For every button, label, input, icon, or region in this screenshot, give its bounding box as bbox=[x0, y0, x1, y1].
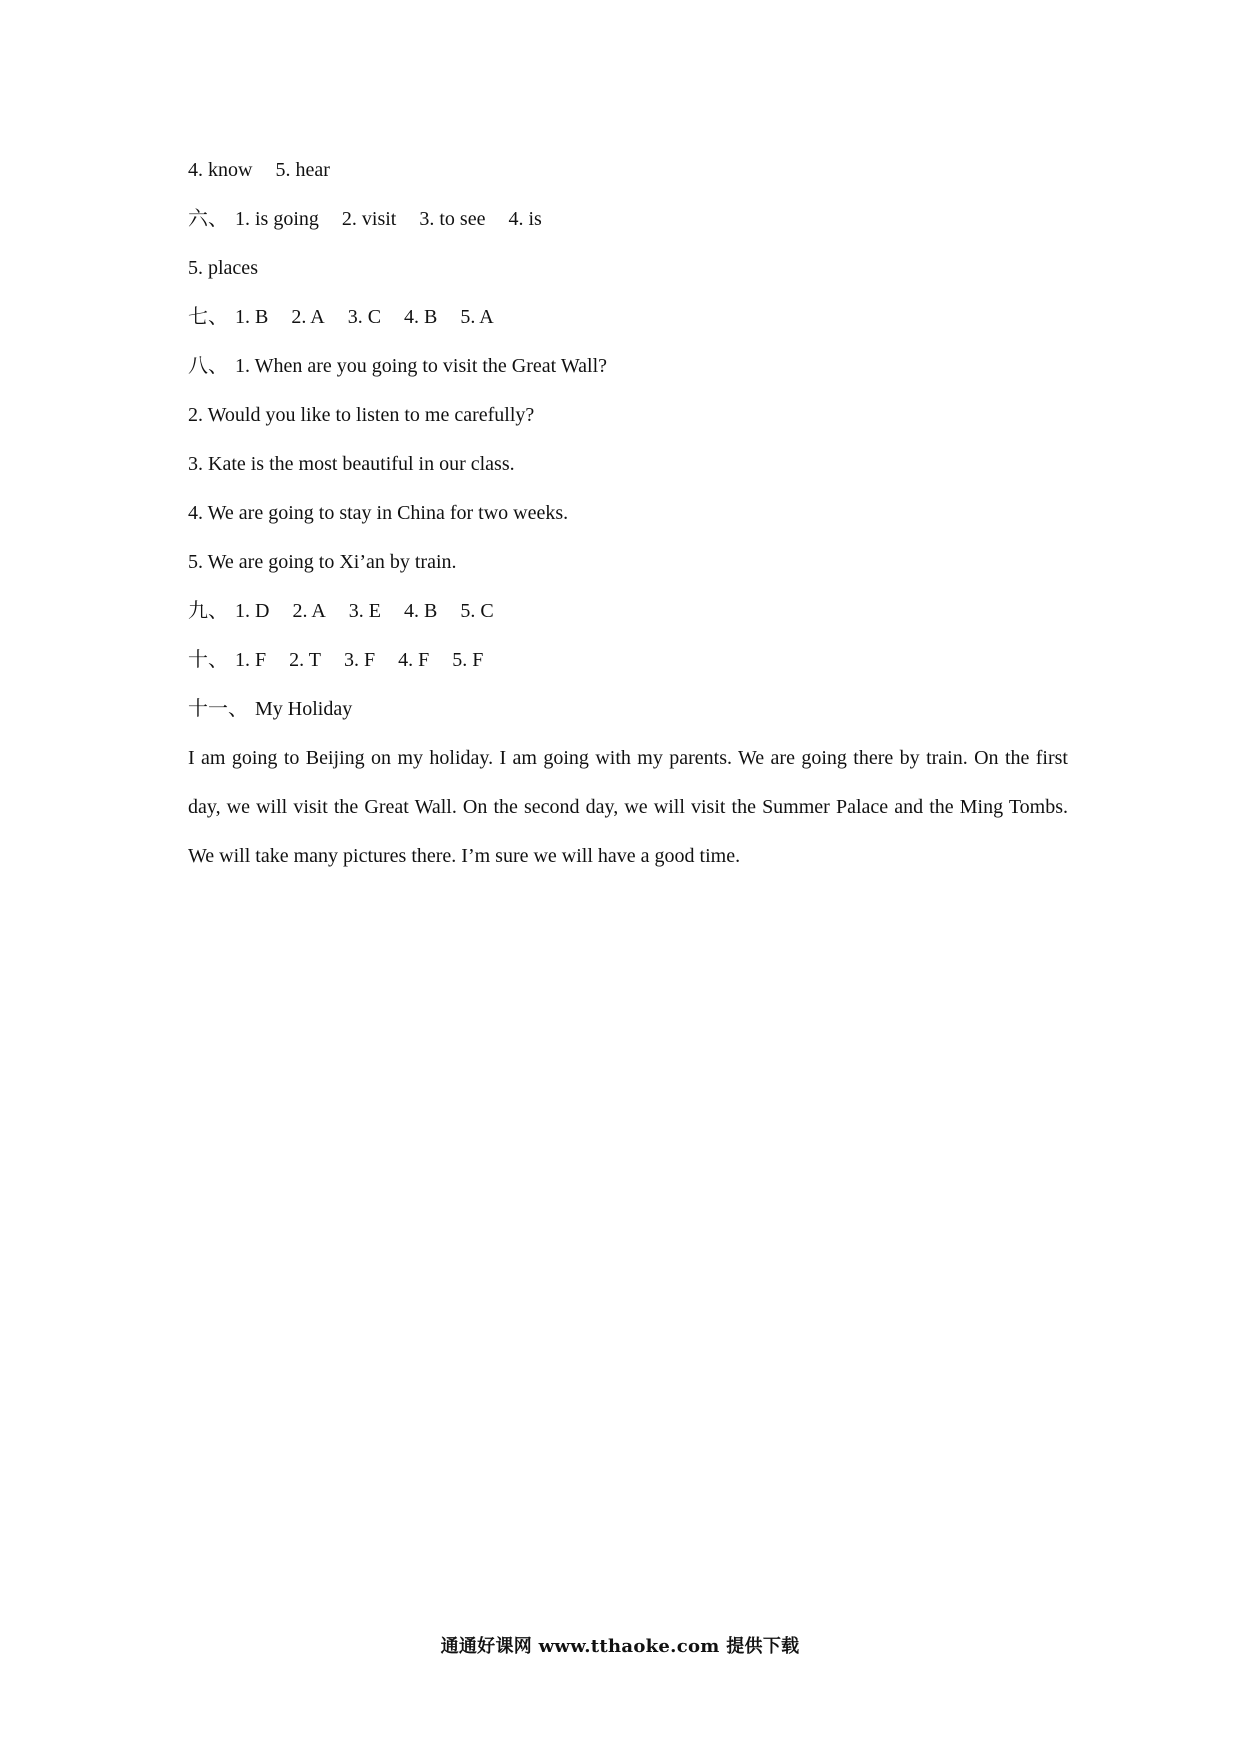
answer-line-1 bbox=[188, 158, 1068, 182]
essay-title: My Holiday bbox=[255, 698, 353, 720]
section-label: 十一、 bbox=[188, 698, 248, 720]
answer-sentence: 1. When are you going to visit the Great Wall? bbox=[235, 355, 608, 377]
answer-item: 3. to see bbox=[419, 208, 486, 230]
answer-item: 5. F bbox=[452, 649, 484, 671]
answer-item: 5. hear bbox=[275, 159, 330, 181]
answer-item: 2. visit bbox=[341, 208, 397, 230]
section-9-line bbox=[188, 599, 1068, 623]
essay-paragraph: I am going to Beijing on my holiday. I am going with my parents. We are going there by train. On the first day, we will visit the Great Wall. On the second day, we will visit the Summer Palace and the Ming Tombs. We will take many pictures there. I’m sure we will have a good time. bbox=[188, 747, 1068, 867]
section-label: 七、 bbox=[188, 306, 228, 328]
section-label: 九、 bbox=[188, 600, 228, 622]
section-label: 八、 bbox=[188, 355, 228, 377]
answer-item: 1. is going bbox=[235, 208, 319, 230]
section-8-line-2 bbox=[188, 403, 1068, 427]
section-11-line bbox=[188, 697, 1068, 721]
section-7-line bbox=[188, 305, 1068, 329]
answer-item: 4. F bbox=[398, 649, 430, 671]
answer-item: 2. A bbox=[291, 306, 325, 328]
section-label: 六、 bbox=[188, 208, 228, 230]
section-label: 十、 bbox=[188, 649, 228, 671]
section-8-line-5 bbox=[188, 550, 1068, 574]
answer-item: 4. know bbox=[188, 159, 253, 181]
section-6-line bbox=[188, 207, 1068, 231]
answer-sentence: 2. Would you like to listen to me carefully? bbox=[188, 404, 535, 426]
answer-item: 3. F bbox=[343, 649, 376, 671]
answer-item: 4. B bbox=[404, 600, 438, 622]
section-10-line bbox=[188, 648, 1068, 672]
answer-sentence: 4. We are going to stay in China for two weeks. bbox=[188, 502, 569, 524]
answer-item: 1. F bbox=[235, 649, 267, 671]
answer-item: 5. A bbox=[460, 306, 494, 328]
section-8-line-4 bbox=[188, 501, 1068, 525]
section-8-line-3 bbox=[188, 452, 1068, 476]
answer-item: 5. C bbox=[460, 600, 494, 622]
answer-sentence: 3. Kate is the most beautiful in our class. bbox=[188, 453, 515, 475]
answer-item: 4. B bbox=[404, 306, 438, 328]
answer-key bbox=[188, 158, 1068, 881]
answer-item: 3. C bbox=[347, 306, 382, 328]
answer-item: 2. A bbox=[292, 600, 326, 622]
answer-item: 1. B bbox=[235, 306, 269, 328]
answer-item: 2. T bbox=[289, 649, 321, 671]
answer-sentence: 5. We are going to Xi’an by train. bbox=[188, 551, 457, 573]
footer-credit: 通通好课网 www.tthaoke.com 提供下载 bbox=[440, 1636, 800, 1657]
answer-item: 1. D bbox=[235, 600, 270, 622]
section-6-line-2 bbox=[188, 256, 1068, 280]
answer-item: 4. is bbox=[508, 208, 542, 230]
answer-item: 3. E bbox=[348, 600, 382, 622]
section-8-line-1 bbox=[188, 354, 1068, 378]
answer-item: 5. places bbox=[188, 257, 258, 279]
